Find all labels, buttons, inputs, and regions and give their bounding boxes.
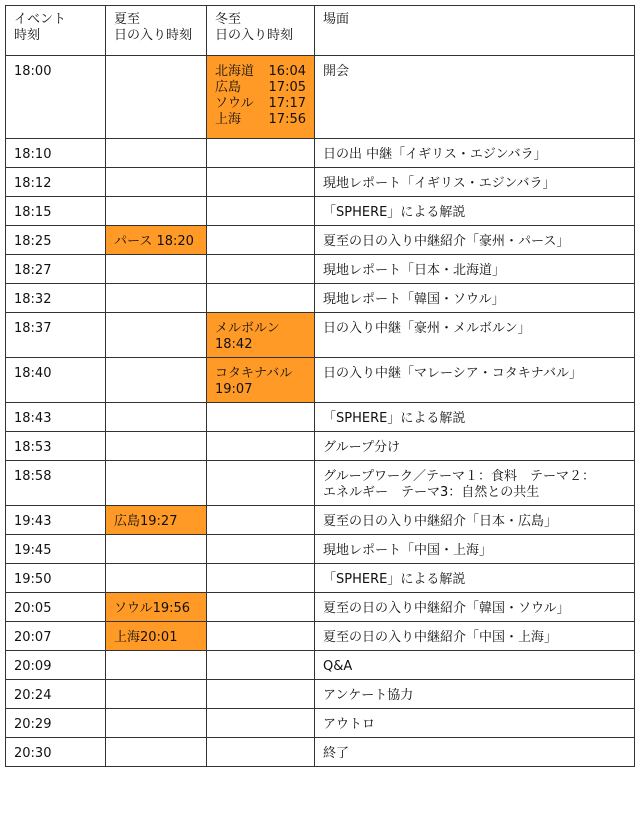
time-cell: 18:40 [6, 358, 106, 403]
time-cell: 18:43 [6, 403, 106, 432]
summer-cell [106, 139, 207, 168]
scene-cell: 現地レポート「日本・北海道」 [315, 255, 635, 284]
summer-cell [106, 709, 207, 738]
time-cell: 18:37 [6, 313, 106, 358]
winter-cell [207, 709, 315, 738]
sunset-time: 17:17 [268, 96, 306, 111]
winter-cell [207, 506, 315, 535]
table-row [6, 651, 635, 680]
scene-cell: 日の入り中継「マレーシア・コタキナバル」 [315, 358, 635, 403]
summer-cell [106, 403, 207, 432]
time-cell: 18:53 [6, 432, 106, 461]
scene-cell: 終了 [315, 738, 635, 767]
table-row [6, 506, 635, 535]
table-row [6, 313, 635, 358]
winter-cell [207, 680, 315, 709]
summer-cell: 広島19:27 [106, 506, 207, 535]
winter-cell [207, 432, 315, 461]
scene-cell: グループワーク／テーマ１：食料 テーマ２： エネルギー テーマ3：自然との共生 [315, 461, 635, 506]
summer-cell [106, 168, 207, 197]
scene-cell: 夏至の日の入り中継紹介「豪州・パース」 [315, 226, 635, 255]
sunset-time: 17:05 [268, 80, 306, 95]
winter-cell [207, 226, 315, 255]
table-row [6, 197, 635, 226]
city-label: ソウル [215, 96, 254, 111]
summer-cell [106, 680, 207, 709]
schedule-table-wrapper [5, 5, 635, 767]
scene-cell: 日の出 中継「イギリス・エジンバラ」 [315, 139, 635, 168]
table-row [6, 139, 635, 168]
winter-cell [207, 56, 315, 139]
winter-cell [207, 651, 315, 680]
summer-cell [106, 432, 207, 461]
table-row [6, 403, 635, 432]
scene-cell: 現地レポート「中国・上海」 [315, 535, 635, 564]
time-cell: 20:30 [6, 738, 106, 767]
scene-cell: 夏至の日の入り中継紹介「日本・広島」 [315, 506, 635, 535]
header-scene: 場面 [315, 6, 635, 56]
sunset-time: 16:04 [268, 64, 306, 79]
time-cell: 19:43 [6, 506, 106, 535]
summer-cell [106, 56, 207, 139]
table-row [6, 680, 635, 709]
header-winter-sunset: 冬至 日の入り時刻 [207, 6, 315, 56]
time-cell: 18:58 [6, 461, 106, 506]
scene-cell: アウトロ [315, 709, 635, 738]
table-row [6, 709, 635, 738]
winter-cell [207, 622, 315, 651]
scene-cell: 夏至の日の入り中継紹介「中国・上海」 [315, 622, 635, 651]
winter-entry [215, 64, 306, 80]
schedule-table [5, 5, 635, 767]
table-row [6, 593, 635, 622]
table-row [6, 622, 635, 651]
winter-cell [207, 197, 315, 226]
time-cell: 19:45 [6, 535, 106, 564]
time-cell: 20:07 [6, 622, 106, 651]
winter-cell: メルボルン 18:42 [207, 313, 315, 358]
winter-cell [207, 593, 315, 622]
winter-cell: コタキナバル 19:07 [207, 358, 315, 403]
winter-cell [207, 403, 315, 432]
winter-entry [215, 112, 306, 128]
city-label: 北海道 [215, 64, 255, 79]
time-cell: 18:25 [6, 226, 106, 255]
header-time: イベント 時刻 [6, 6, 106, 56]
table-row [6, 56, 635, 139]
winter-entry [215, 80, 306, 96]
time-cell: 19:50 [6, 564, 106, 593]
summer-cell [106, 197, 207, 226]
table-row [6, 432, 635, 461]
winter-cell [207, 284, 315, 313]
winter-cell [207, 564, 315, 593]
winter-cell [207, 139, 315, 168]
summer-cell [106, 313, 207, 358]
winter-cell [207, 535, 315, 564]
scene-cell: Q&A [315, 651, 635, 680]
table-row [6, 358, 635, 403]
summer-cell [106, 738, 207, 767]
table-row [6, 738, 635, 767]
summer-cell [106, 255, 207, 284]
summer-cell: ソウル19:56 [106, 593, 207, 622]
time-cell: 20:24 [6, 680, 106, 709]
city-label: 広島 [215, 80, 242, 95]
table-row [6, 535, 635, 564]
summer-cell [106, 535, 207, 564]
scene-cell: グループ分け [315, 432, 635, 461]
scene-cell: 「SPHERE」による解説 [315, 403, 635, 432]
time-cell: 18:12 [6, 168, 106, 197]
table-row [6, 255, 635, 284]
winter-cell [207, 255, 315, 284]
summer-cell [106, 564, 207, 593]
sunset-time: 17:56 [268, 112, 306, 127]
scene-cell: 日の入り中継「豪州・メルボルン」 [315, 313, 635, 358]
time-cell: 20:29 [6, 709, 106, 738]
table-row [6, 564, 635, 593]
summer-cell [106, 358, 207, 403]
city-label: 上海 [215, 112, 242, 127]
header-summer-sunset: 夏至 日の入り時刻 [106, 6, 207, 56]
winter-cell [207, 738, 315, 767]
summer-cell: パース 18:20 [106, 226, 207, 255]
winter-cell [207, 461, 315, 506]
time-cell: 18:15 [6, 197, 106, 226]
table-row [6, 461, 635, 506]
summer-cell: 上海20:01 [106, 622, 207, 651]
scene-cell: アンケート協力 [315, 680, 635, 709]
table-row [6, 226, 635, 255]
scene-cell: 「SPHERE」による解説 [315, 197, 635, 226]
summer-cell [106, 461, 207, 506]
table-row [6, 284, 635, 313]
time-cell: 18:27 [6, 255, 106, 284]
scene-cell: 夏至の日の入り中継紹介「韓国・ソウル」 [315, 593, 635, 622]
scene-cell: 開会 [315, 56, 635, 139]
time-cell: 20:05 [6, 593, 106, 622]
winter-entry [215, 96, 306, 112]
time-cell: 18:10 [6, 139, 106, 168]
summer-cell [106, 651, 207, 680]
summer-cell [106, 284, 207, 313]
scene-cell: 現地レポート「韓国・ソウル」 [315, 284, 635, 313]
table-row [6, 168, 635, 197]
header-row [6, 6, 635, 56]
scene-cell: 現地レポート「イギリス・エジンバラ」 [315, 168, 635, 197]
scene-cell: 「SPHERE」による解説 [315, 564, 635, 593]
winter-cell [207, 168, 315, 197]
time-cell: 18:00 [6, 56, 106, 139]
time-cell: 20:09 [6, 651, 106, 680]
schedule-body [6, 56, 635, 767]
time-cell: 18:32 [6, 284, 106, 313]
